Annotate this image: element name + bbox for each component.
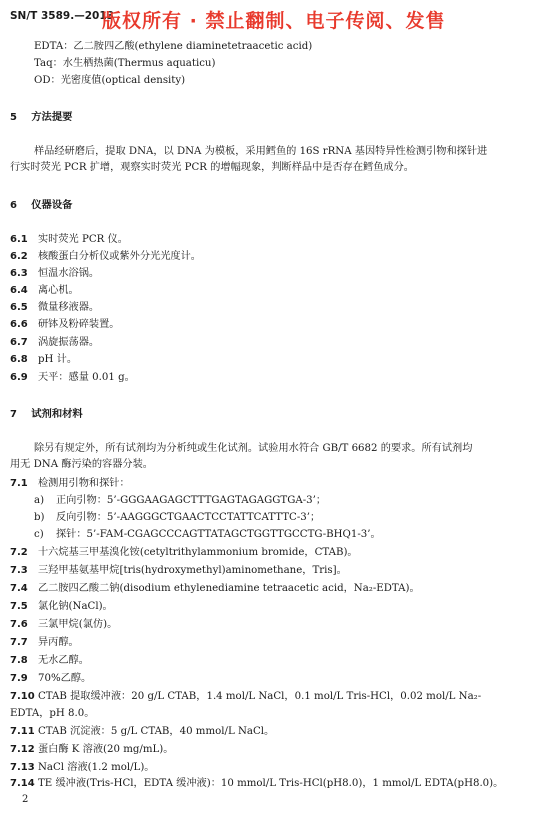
item-text: 蛋白酶 K 溶液(20 mg/mL)。	[38, 744, 174, 755]
item-number: 7.11	[10, 726, 35, 737]
item-number: 6.7	[10, 337, 28, 348]
section-heading-7	[10, 407, 83, 422]
item-text: 十六烷基三甲基溴化铵(cetyltrithylammonium bromide，CTAB)。	[38, 547, 358, 558]
section-number: 7	[10, 409, 17, 420]
item-number: 6.1	[10, 234, 28, 245]
section-title: 仪器设备	[31, 199, 73, 211]
list-item	[10, 743, 173, 757]
list-item	[10, 336, 99, 350]
item-text: 70%乙醇。	[38, 673, 92, 684]
item-number: 7.2	[10, 547, 28, 558]
list-item	[10, 371, 135, 385]
item-text: 氯化钠(NaCl)。	[38, 601, 113, 612]
list-item	[10, 318, 120, 332]
item-number: 6.8	[10, 354, 28, 365]
item-text: pH 计。	[38, 354, 78, 365]
abbreviation-edta: EDTA：乙二胺四乙酸(ethylene diaminetetraacetic acid)	[34, 41, 313, 52]
item-number: 6.3	[10, 268, 28, 279]
item-text: CTAB 提取缓冲液：20 g/L CTAB，1.4 mol/L NaCl，0.1 mol/L Tris-HCl，0.02 mol/L Na₂-	[38, 691, 482, 702]
section-heading-5	[10, 110, 72, 125]
list-item	[10, 654, 89, 668]
item-text: 实时荧光 PCR 仪。	[38, 234, 128, 245]
section-number: 5	[10, 112, 17, 123]
item-text: 三氯甲烷(氯仿)。	[38, 619, 118, 630]
abbreviation-taq: Taq：水生栖热菌(Thermus aquaticu)	[34, 58, 216, 69]
section-heading-6	[10, 198, 72, 213]
item-text: TE 缓冲液(Tris-HCl，EDTA 缓冲液)：10 mmol/L Tris-HCl(pH8.0)，1 mmol/L EDTA(pH8.0)。	[38, 778, 504, 789]
item-number: 7.4	[10, 583, 28, 594]
list-item	[10, 600, 113, 614]
standard-code: SN/T 3589.—2013	[10, 10, 114, 22]
item-text: NaCl 溶液(1.2 mol/L)。	[38, 762, 155, 773]
item-text: 微量移液器。	[38, 302, 100, 313]
item-text: 离心机。	[38, 285, 79, 296]
list-item	[10, 636, 79, 650]
item-number: 7.9	[10, 673, 28, 684]
item-number: 7.6	[10, 619, 28, 630]
item-number: 6.4	[10, 285, 28, 296]
sub-item-label: a)	[34, 495, 45, 506]
list-item-continuation: EDTA，pH 8.0。	[10, 708, 95, 719]
item-number: 7.10	[10, 691, 35, 702]
item-number: 7.5	[10, 601, 28, 612]
item-text: 乙二胺四乙酸二钠(disodium ethylenediamine tetraacetic acid，Na₂-EDTA)。	[38, 583, 420, 594]
sub-item-label: c)	[34, 529, 44, 540]
item-text: 研钵及粉碎装置。	[38, 319, 120, 330]
list-item	[10, 777, 503, 791]
list-item	[10, 233, 128, 247]
item-number: 7.14	[10, 778, 35, 789]
item-text: 恒温水浴锅。	[38, 268, 100, 279]
section-title: 方法提要	[31, 111, 73, 123]
item-text: 三羟甲基氨基甲烷[tris(hydroxymethyl)aminomethane，Tris]。	[38, 565, 347, 576]
item-number: 6.6	[10, 319, 28, 330]
item-number: 7.8	[10, 655, 28, 666]
sub-list-item	[34, 511, 320, 525]
item-number: 7.7	[10, 637, 28, 648]
abbreviation-od: OD：光密度值(optical density)	[34, 75, 186, 86]
item-number: 6.5	[10, 302, 28, 313]
item-text: 检测用引物和探针：	[38, 478, 130, 489]
list-item	[10, 582, 420, 596]
item-number: 6.2	[10, 251, 28, 262]
sub-item-text: 探针：5’-FAM-CGAGCCCAGTTATAGCTGGTTGCCTG-BHQ1-3’。	[56, 529, 381, 540]
section-5-paragraph	[10, 144, 526, 176]
paragraph-line: 用无 DNA 酶污染的容器分装。	[10, 459, 153, 470]
item-text: CTAB 沉淀液：5 g/L CTAB，40 mmol/L NaCl。	[38, 726, 275, 737]
paragraph-line: 除另有规定外，所有试剂均为分析纯或生化试剂。试验用水符合 GB/T 6682 的要求。所有试剂均	[34, 443, 473, 454]
item-text: 涡旋振荡器。	[38, 337, 100, 348]
list-item	[10, 301, 99, 315]
item-number: 7.3	[10, 565, 28, 576]
item-text: 异丙醇。	[38, 637, 79, 648]
item-number: 6.9	[10, 372, 28, 383]
sub-list-item	[34, 494, 326, 508]
list-item	[10, 618, 117, 632]
item-text: 核酸蛋白分析仪或紫外分光光度计。	[38, 251, 201, 262]
list-item	[10, 267, 99, 281]
item-number: 7.12	[10, 744, 35, 755]
list-item	[10, 672, 91, 686]
list-item	[10, 725, 274, 739]
item-text: 无水乙醇。	[38, 655, 89, 666]
copyright-watermark: 版权所有 · 禁止翻制、电子传阅、发售	[102, 10, 446, 32]
list-item	[10, 690, 481, 704]
sub-item-text: 反向引物：5’-AAGGGCTGAACTCCTATTCATTTC-3’；	[56, 512, 321, 523]
sub-list-item	[34, 528, 381, 542]
item-number: 7.1	[10, 478, 28, 489]
sub-item-text: 正向引物：5’-GGGAAGAGCTTTGAGTAGAGGTGA-3’；	[56, 495, 327, 506]
section-7-paragraph	[10, 441, 526, 473]
list-item	[10, 284, 79, 298]
paragraph-line: 行实时荧光 PCR 扩增，观察实时荧光 PCR 的增幅现象，判断样品中是否存在鳕鱼成分。	[10, 162, 414, 173]
page-header	[10, 8, 530, 32]
list-item	[10, 564, 347, 578]
sub-item-label: b)	[34, 512, 45, 523]
paragraph-line: 样品经研磨后，提取 DNA，以 DNA 为模板，采用鳕鱼的 16S rRNA 基因特异性检测引物和探针进	[34, 146, 488, 157]
section-title: 试剂和材料	[31, 408, 83, 420]
list-item	[10, 761, 154, 775]
list-item	[10, 546, 358, 560]
item-number: 7.13	[10, 762, 35, 773]
list-item	[10, 250, 201, 264]
item-text: 天平：感量 0.01 g。	[38, 372, 135, 383]
section-number: 6	[10, 200, 17, 211]
page-number: 2	[22, 794, 29, 805]
list-item	[10, 353, 77, 367]
list-item	[10, 477, 130, 491]
